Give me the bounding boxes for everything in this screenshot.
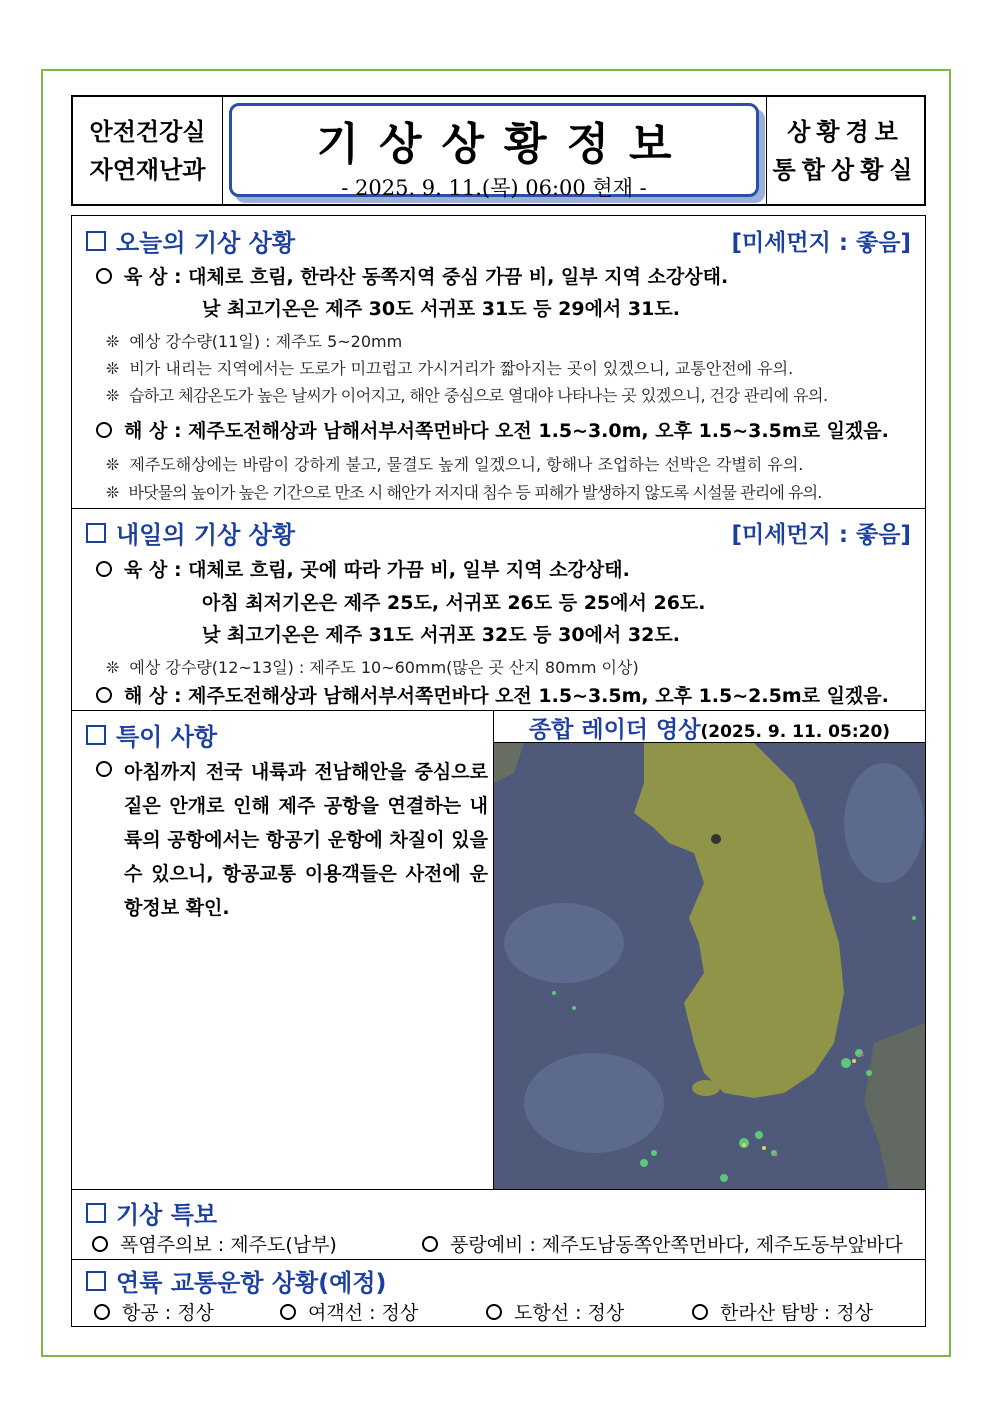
transport-hallasan: 한라산 탐방 : 정상 [692,1298,873,1325]
special-section [72,711,494,1189]
circle-bullet-icon [96,687,112,703]
title-box [229,103,759,200]
transport-section [72,1260,925,1326]
special-heading: 특이 사항 [86,717,217,752]
tomorrow-section [72,509,925,711]
warning-wave: 풍랑예비 : 제주도남동쪽안쪽먼바다, 제주도동부앞바다 [422,1230,903,1257]
special-text: 아침까지 전국 내륙과 전남해안을 중심으로 짙은 안개로 인해 제주 공항을 연결하는 내륙의 공항에서는 항공기 운항에 차질이 있을 수 있으니, 항공교통 이용객들은 사전에 운항정보 확인. [124,761,488,919]
office-line1: 상황경보 [787,117,904,146]
tomorrow-sea: 해 상 : 제주도전해상과 남해서부서쪽먼바다 오전 1.5~3.5m, 오후 1.5~2.5m로 일겠음. [96,681,889,708]
header [71,95,926,206]
tomorrow-land-min: 아침 최저기온은 제주 25도, 서귀포 26도 등 25에서 26도. [202,592,706,614]
content-table [71,215,926,1327]
radar-image [494,743,925,1189]
today-heading: 오늘의 기상 상황 [86,223,295,258]
today-note-2: ❊ 비가 내리는 지역에서는 도로가 미끄럽고 가시거리가 짧아지는 곳이 있겠으니, 교통안전에 유의. [106,359,794,378]
circle-bullet-icon [96,761,112,777]
transport-heading: 연륙 교통운항 상황(예정) [86,1263,387,1298]
checkbox-icon [86,231,106,251]
checkbox-icon [86,523,106,543]
circle-bullet-icon [486,1304,502,1320]
today-sea-note-1: ❊ 제주도해상에는 바람이 강하게 불고, 물결도 높게 일겠으니, 항해나 조업하는 선박은 각별히 유의. [106,455,804,474]
today-land-temp: 낮 최고기온은 제주 30도 서귀포 31도 등 29에서 31도. [202,298,680,320]
circle-bullet-icon [692,1304,708,1320]
today-section [72,216,925,509]
report-date: - 2025. 9. 11.(목) 06:00 현재 - [341,176,647,200]
radar-title: 종합 레이더 영상 [528,717,701,743]
tomorrow-land-max: 낮 최고기온은 제주 31도 서귀포 32도 등 30에서 32도. [202,624,680,646]
today-sea: 해 상 : 제주도전해상과 남해서부서쪽먼바다 오전 1.5~3.0m, 오후 1.5~3.5m로 일겠음. [96,416,889,443]
warning-heat: 폭염주의보 : 제주도(남부) [92,1230,337,1257]
circle-bullet-icon [96,561,112,577]
transport-island-ferry: 도항선 : 정상 [486,1298,624,1325]
checkbox-icon [86,1271,106,1291]
circle-bullet-icon [92,1236,108,1252]
circle-bullet-icon [280,1304,296,1320]
circle-bullet-icon [94,1304,110,1320]
radar-time: (2025. 9. 11. 05:20) [700,722,891,742]
tomorrow-dust-status: [미세먼지 : 좋음] [731,522,911,548]
department-line2: 자연재난과 [89,155,206,184]
circle-bullet-icon [422,1236,438,1252]
today-note-3: ❊ 습하고 체감온도가 높은 날씨가 이어지고, 해안 중심으로 열대야 나타나는 곳 있겠으니, 건강 관리에 유의. [106,386,828,405]
tomorrow-heading: 내일의 기상 상황 [86,515,295,550]
tomorrow-land: 육 상 : 대체로 흐림, 곳에 따라 가끔 비, 일부 지역 소강상태. [96,555,630,582]
radar-map-svg [494,743,925,1189]
checkbox-icon [86,1203,106,1223]
today-note-1: ❊ 예상 강수량(11일) : 제주도 5~20mm [106,332,403,351]
today-sea-note-2: ❊ 바닷물의 높이가 높은 기간으로 만조 시 해안가 저지대 침수 등 피해가 발생하지 않도록 시설물 관리에 유의. [106,483,822,502]
office-label [766,97,924,204]
warnings-section [72,1189,925,1260]
today-dust-status: [미세먼지 : 좋음] [731,230,911,256]
office-line2: 통합상황실 [772,155,919,184]
tomorrow-note: ❊ 예상 강수량(12~13일) : 제주도 10~60mm(많은 곳 산지 80mm 이상) [106,658,639,677]
warnings-heading: 기상 특보 [86,1195,217,1230]
circle-bullet-icon [96,268,112,284]
page-title: 기상상황정보 [316,119,692,170]
checkbox-icon [86,725,106,745]
department-label [73,97,223,204]
transport-air: 항공 : 정상 [94,1298,214,1325]
today-land: 육 상 : 대체로 흐림, 한라산 동쪽지역 중심 가끔 비, 일부 지역 소강상태. [96,262,728,289]
circle-bullet-icon [96,422,112,438]
department-line1: 안전건강실 [89,117,206,146]
radar-heading [494,711,925,743]
transport-ferry: 여객선 : 정상 [280,1298,418,1325]
